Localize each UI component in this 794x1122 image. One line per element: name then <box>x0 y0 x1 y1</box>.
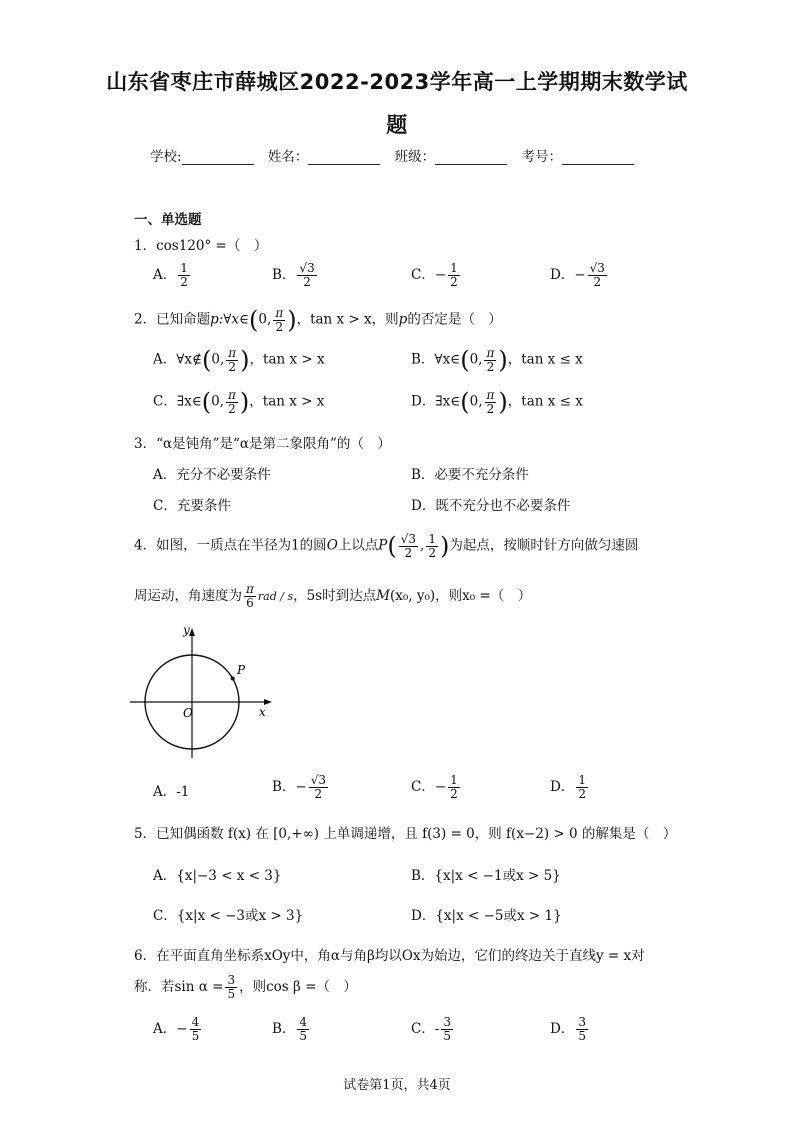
q1-option-d: D．− $\frac{√3}{2}$ <box>550 261 605 289</box>
q2-option-c: C．∃x∈(0, $\frac{\pi}{2}$ )，tan x > x <box>153 387 325 416</box>
q6-option-b: B． $\frac{4}{5}$ <box>272 1015 308 1043</box>
school-label: 学校: <box>150 149 182 165</box>
q4-option-c: C．− $\frac{1}{2}$ <box>411 773 458 801</box>
x-axis-label: x <box>259 705 266 719</box>
q3-option-b: B．必要不充分条件 <box>411 467 529 483</box>
q5-option-c: C．{x|x < −3或x > 3} <box>153 908 304 924</box>
point-p-label: P <box>237 663 246 677</box>
q5-option-a: A．{x|−3 < x < 3} <box>153 868 282 884</box>
class-blank <box>435 150 507 165</box>
exam-title-line2: 题 <box>386 113 408 137</box>
origin-label: O <box>183 706 193 720</box>
y-axis-label: y <box>183 623 190 637</box>
q6-option-a: A．− $\frac{4}{5}$ <box>153 1015 200 1043</box>
question-6-stem-line1: 6．在平面直角坐标系xOy中，角α与角β均以Ox为始边，它们的终边关于直线y = x对 <box>134 948 645 964</box>
question-2-stem: 2．已知命题p:∀x∈(0, $\frac{\pi}{2}$ )，tan x > x，则p的否定是（ ） <box>134 305 502 334</box>
q2-option-b: B．∀x∈(0, $\frac{\pi}{2}$ )，tan x ≤ x <box>411 345 583 374</box>
q4-option-d: D． $\frac{1}{2}$ <box>550 773 586 801</box>
q2-option-d: D．∃x∈(0, $\frac{\pi}{2}$ )，tan x ≤ x <box>411 387 583 416</box>
q3-option-d: D．既不充分也不必要条件 <box>411 498 571 514</box>
class-label: 班级： <box>394 149 436 165</box>
question-4-stem-line1: 4．如图，一质点在半径为1的圆O上以点P( $\frac{√3}{2}$ , $\frac{1}{2}$ )为起点，按顺时针方向做匀速圆 <box>134 531 639 560</box>
question-3-stem: 3．“α是钝角”是“α是第二象限角”的（ ） <box>134 436 391 452</box>
section-heading: 一、单选题 <box>134 212 202 228</box>
q1-option-c: C．− $\frac{1}{2}$ <box>411 261 458 289</box>
q6-option-d: D． $\frac{3}{5}$ <box>550 1015 586 1043</box>
q1-option-b: B． $\frac{√3}{2}$ <box>272 261 315 289</box>
exam-title-line1: 山东省枣庄市薛城区2022-2023学年高一上学期期末数学试 <box>106 70 688 94</box>
question-4-stem-line2: 周运动，角速度为 $\frac{\pi}{6}$ rad / s，5s时到达点M(x₀, y₀)，则x₀ =（ ） <box>134 582 532 610</box>
name-label: 姓名： <box>267 149 309 165</box>
school-blank <box>182 150 254 165</box>
question-1-stem: 1．cos120° =（ ） <box>134 238 268 254</box>
q5-option-b: B．{x|x < −1或x > 5} <box>411 868 561 884</box>
q3-option-a: A．充分不必要条件 <box>153 467 271 483</box>
q3-option-c: C．充要条件 <box>153 498 231 514</box>
exam-no-blank <box>562 150 634 165</box>
question-6-stem-line2: 称．若sin α = $\frac{3}{5}$ ，则cos β =（ ） <box>134 973 357 1001</box>
name-blank <box>308 150 380 165</box>
point-p <box>231 677 235 681</box>
page-footer: 试卷第1页，共4页 <box>343 1078 451 1093</box>
q5-option-d: D．{x|x < −5或x > 1} <box>411 908 562 924</box>
q6-option-c: C．- $\frac{3}{5}$ <box>411 1015 452 1043</box>
q4-option-a: A．-1 <box>153 784 190 800</box>
student-info-row <box>0 145 794 165</box>
exam-no-label: 考号： <box>521 149 562 165</box>
unit-circle-figure <box>128 622 278 762</box>
q2-option-a: A．∀x∉(0, $\frac{\pi}{2}$ )，tan x > x <box>153 345 325 374</box>
question-5-stem: 5．已知偶函数 f(x) 在 [0,+∞) 上单调递增，且 f(3) = 0，则 f(x−2) > 0 的解集是（ ） <box>134 826 677 842</box>
y-axis-arrow <box>189 628 195 636</box>
q4-option-b: B．− $\frac{√3}{2}$ <box>272 773 327 801</box>
q1-option-a: A． $\frac{1}{2}$ <box>153 261 188 289</box>
